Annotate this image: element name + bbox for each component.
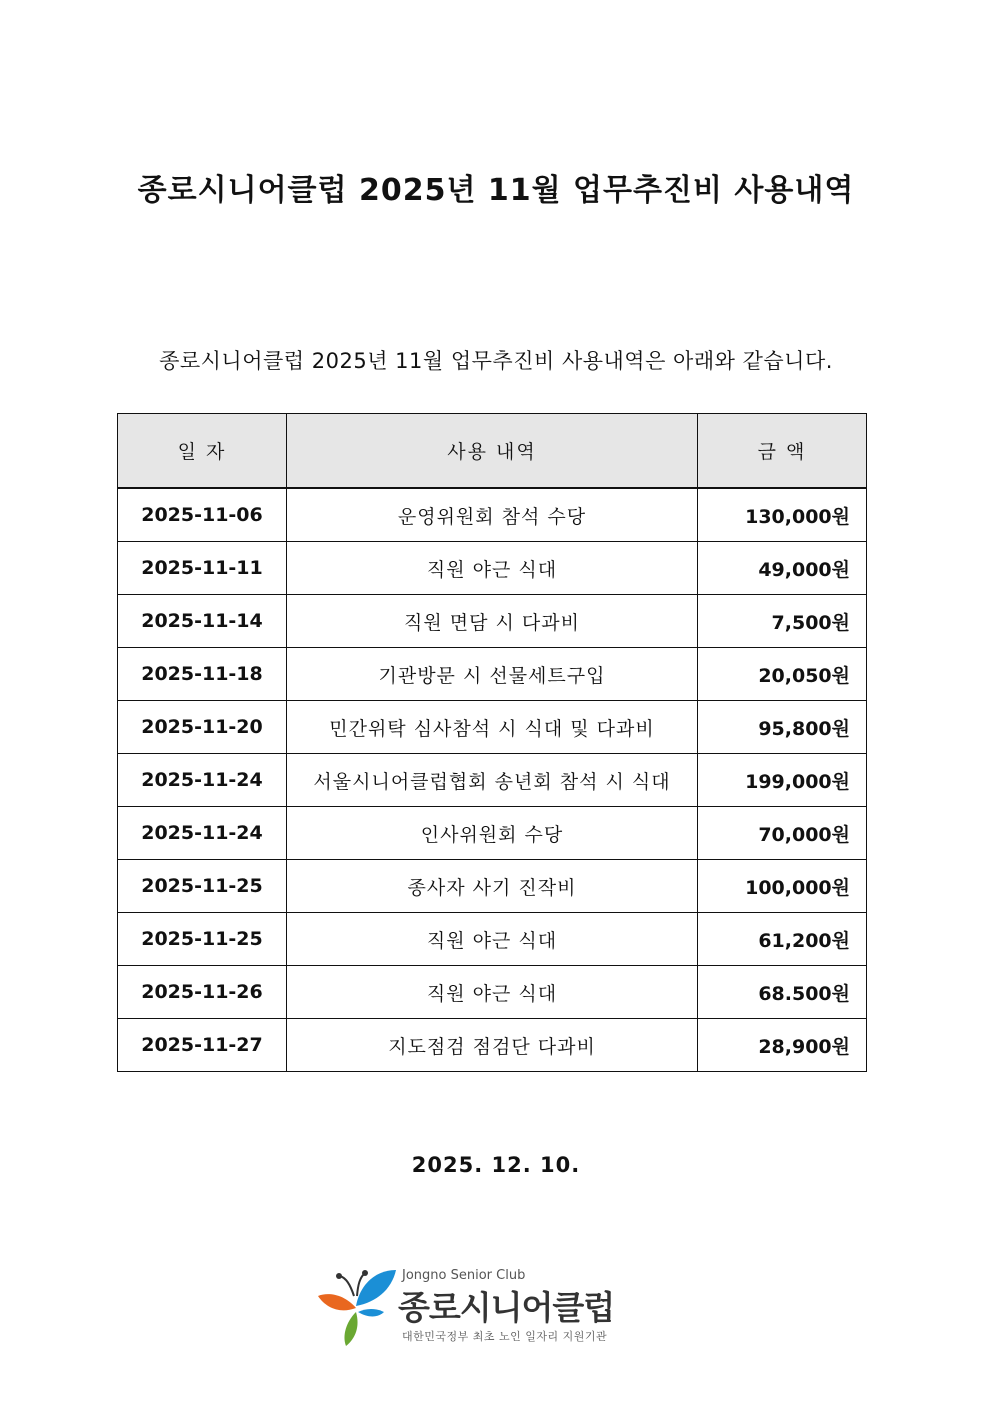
row-description: 서울시니어클럽협회 송년회 참석 시 식대 <box>287 754 698 807</box>
row-description: 기관방문 시 선물세트구입 <box>287 648 698 701</box>
row-date: 2025-11-27 <box>118 1019 287 1072</box>
page-title: 종로시니어클럽 2025년 11월 업무추진비 사용내역 <box>137 173 855 208</box>
row-description: 직원 야근 식대 <box>287 542 698 595</box>
row-date: 2025-11-25 <box>118 860 287 913</box>
row-date: 2025-11-20 <box>118 701 287 754</box>
table-row <box>118 860 867 913</box>
header-date: 일 자 <box>118 414 287 489</box>
table-row <box>118 966 867 1019</box>
row-description: 직원 야근 식대 <box>287 913 698 966</box>
intro-text: 종로시니어클럽 2025년 11월 업무추진비 사용내역은 아래와 같습니다. <box>159 349 833 373</box>
table-row <box>118 648 867 701</box>
row-date: 2025-11-25 <box>118 913 287 966</box>
table-row <box>118 595 867 648</box>
row-amount: 20,050원 <box>698 648 867 701</box>
logo-english-name: Jongno Senior Club <box>402 1268 526 1283</box>
table-row <box>118 1019 867 1072</box>
row-description: 운영위원회 참석 수당 <box>287 488 698 542</box>
row-date: 2025-11-18 <box>118 648 287 701</box>
row-amount: 199,000원 <box>698 754 867 807</box>
row-amount: 100,000원 <box>698 860 867 913</box>
header-amount: 금 액 <box>698 414 867 489</box>
row-date: 2025-11-06 <box>118 488 287 542</box>
header-description: 사용 내역 <box>287 414 698 489</box>
row-amount: 28,900원 <box>698 1019 867 1072</box>
row-amount: 95,800원 <box>698 701 867 754</box>
row-amount: 61,200원 <box>698 913 867 966</box>
table-row <box>118 701 867 754</box>
row-date: 2025-11-24 <box>118 754 287 807</box>
table-row <box>118 913 867 966</box>
table-row <box>118 807 867 860</box>
row-description: 민간위탁 심사참석 시 식대 및 다과비 <box>287 701 698 754</box>
logo-korean-name: 종로시니어클럽 <box>398 1288 615 1327</box>
row-date: 2025-11-11 <box>118 542 287 595</box>
row-amount: 7,500원 <box>698 595 867 648</box>
organization-logo <box>316 1262 636 1352</box>
table-row <box>118 754 867 807</box>
row-description: 직원 야근 식대 <box>287 966 698 1019</box>
document-date: 2025. 12. 10. <box>411 1153 581 1177</box>
row-amount: 68.500원 <box>698 966 867 1019</box>
row-date: 2025-11-14 <box>118 595 287 648</box>
table-row <box>118 488 867 542</box>
row-amount: 49,000원 <box>698 542 867 595</box>
row-description: 지도점검 점검단 다과비 <box>287 1019 698 1072</box>
expense-table <box>117 413 867 1072</box>
row-amount: 130,000원 <box>698 488 867 542</box>
row-date: 2025-11-26 <box>118 966 287 1019</box>
row-amount: 70,000원 <box>698 807 867 860</box>
row-date: 2025-11-24 <box>118 807 287 860</box>
row-description: 직원 면담 시 다과비 <box>287 595 698 648</box>
row-description: 인사위원회 수당 <box>287 807 698 860</box>
table-body <box>118 488 867 1072</box>
table-header-row <box>118 414 867 489</box>
row-description: 종사자 사기 진작비 <box>287 860 698 913</box>
butterfly-logo-icon <box>316 1266 400 1348</box>
logo-tagline: 대한민국정부 최초 노인 일자리 지원기관 <box>402 1330 608 1343</box>
table-row <box>118 542 867 595</box>
